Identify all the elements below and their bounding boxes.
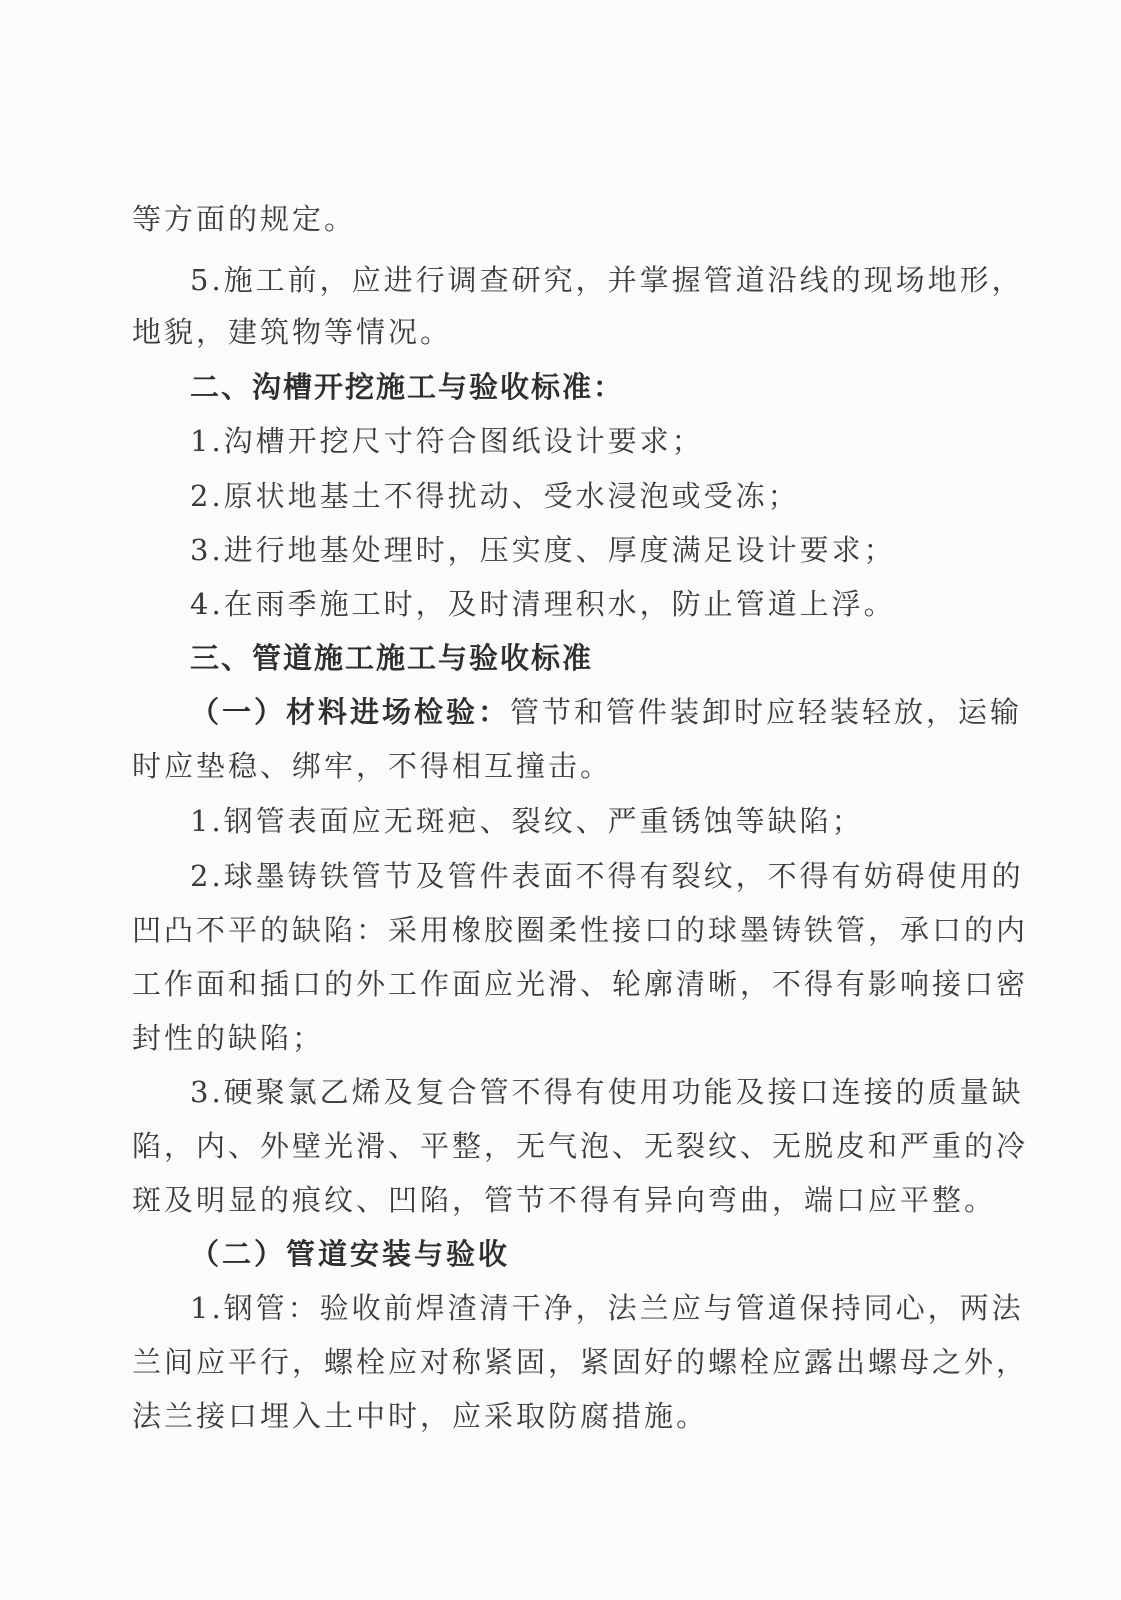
paragraph-line: 地貌，建筑物等情况。 (132, 315, 453, 349)
paragraph-line: 等方面的规定。 (132, 202, 357, 236)
paragraph-line: 陷，内、外壁光滑、平整，无气泡、无裂纹、无脱皮和严重的冷 (132, 1129, 1029, 1163)
paragraph-line: 时应垫稳、绑牢，不得相互撞击。 (132, 749, 613, 783)
subsection-heading-1: （一）材料进场检验： (190, 695, 511, 729)
subsection-heading-2: （二）管道安装与验收 (190, 1237, 511, 1271)
paragraph-line: 斑及明显的痕纹、凹陷，管节不得有异向弯曲，端口应平整。 (132, 1183, 997, 1217)
paragraph-text: 管节和管件装卸时应轻装轻放，运输 (510, 695, 1023, 729)
paragraph-line: 凹凸不平的缺陷：采用橡胶圈柔性接口的球墨铸铁管，承口的内 (132, 913, 1029, 947)
list-item: 1.沟槽开挖尺寸符合图纸设计要求； (190, 424, 704, 458)
list-item: 2.球墨铸铁管节及管件表面不得有裂纹，不得有妨碍使用的 (190, 859, 1024, 893)
paragraph-line: 兰间应平行，螺栓应对称紧固，紧固好的螺栓应露出螺母之外， (132, 1345, 1029, 1379)
paragraph-line: 法兰接口埋入土中时，应采取防腐措施。 (132, 1399, 709, 1433)
section-heading-3: 三、管道施工施工与验收标准 (190, 641, 594, 675)
paragraph-line: 5.施工前，应进行调查研究，并掌握管道沿线的现场地形， (190, 263, 1024, 297)
list-item: 1.钢管：验收前焊渣清干净，法兰应与管道保持同心，两法 (190, 1291, 1024, 1325)
list-item: 1.钢管表面应无斑疤、裂纹、严重锈蚀等缺陷； (190, 804, 864, 838)
subsection-line (190, 692, 1022, 732)
section-heading-2: 二、沟槽开挖施工与验收标准： (190, 370, 625, 404)
list-item: 3.进行地基处理时，压实度、厚度满足设计要求； (190, 533, 896, 567)
paragraph-line: 封性的缺陷； (132, 1021, 325, 1055)
list-item: 3.硬聚氯乙烯及复合管不得有使用功能及接口连接的质量缺 (190, 1075, 1024, 1109)
list-item: 4.在雨季施工时，及时清理积水，防止管道上浮。 (190, 587, 896, 621)
list-item: 2.原状地基土不得扰动、受水浸泡或受冻； (190, 479, 800, 513)
paragraph-line: 工作面和插口的外工作面应光滑、轮廓清晰，不得有影响接口密 (132, 967, 1029, 1001)
